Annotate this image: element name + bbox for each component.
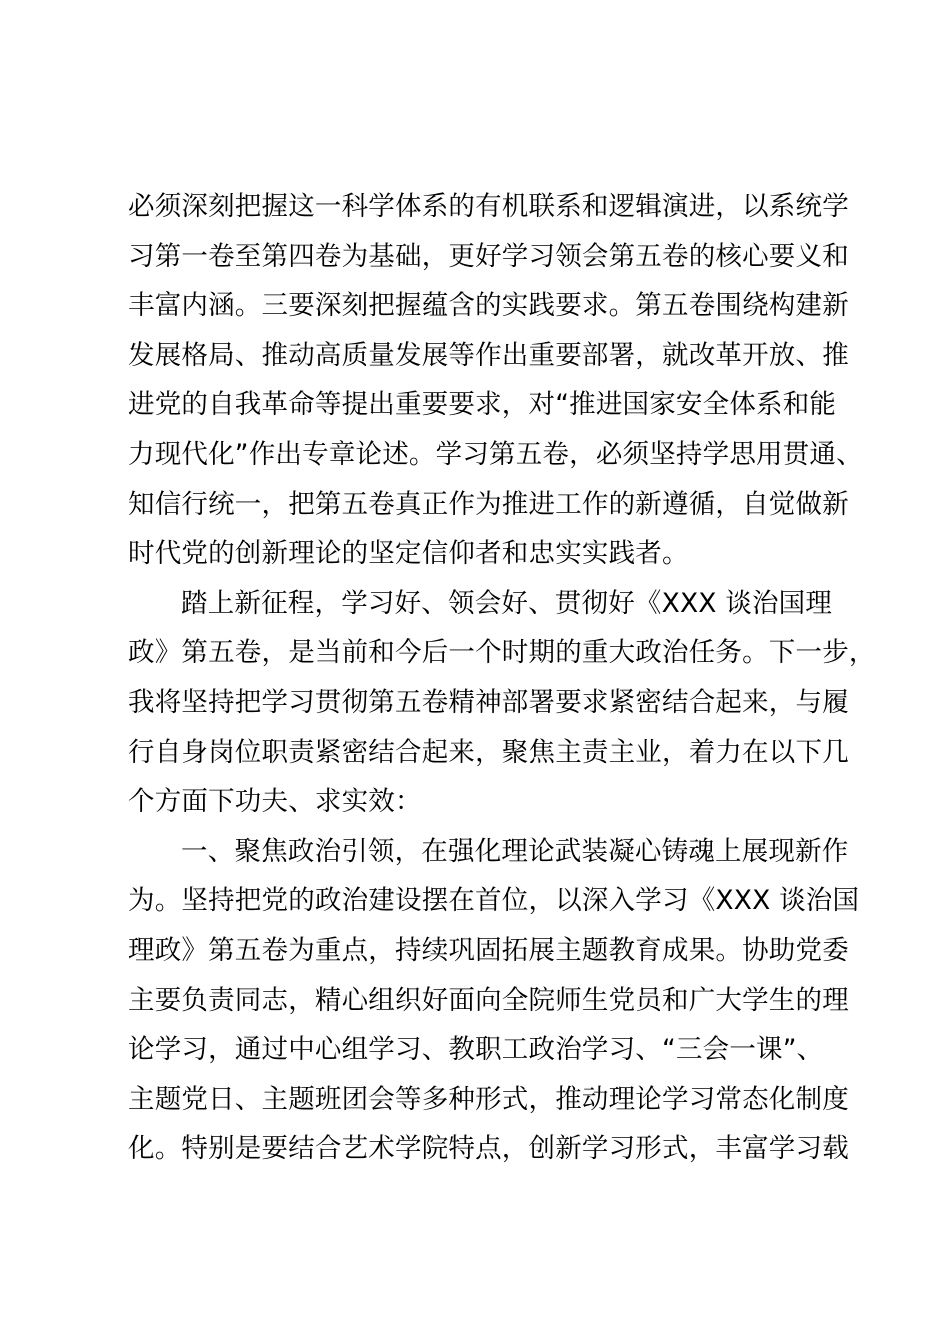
paragraph-3-line-7: 化。特别是要结合艺术学院特点，创新学习形式，丰富学习载 [128,1133,849,1165]
paragraph-1-line-2: 习第一卷至第四卷为基础，更好学习领会第五卷的核心要义和 [128,240,849,272]
paragraph-1-line-1: 必须深刻把握这一科学体系的有机联系和逻辑演进，以系统学 [128,191,849,222]
paragraph-1-line-7: 知信行统一，把第五卷真正作为推进工作的新遵循，自觉做新 [128,488,849,520]
paragraph-2-line-2: 政》第五卷，是当前和今后一个时期的重大政治任务。下一步， [128,637,876,669]
paragraph-3-line-4: 主要负责同志，精心组织好面向全院师生党员和广大学生的理 [128,984,849,1016]
paragraph-3-line-2: 为。坚持把党的政治建设摆在首位，以深入学习《XXX 谈治国 [128,885,860,917]
paragraph-2-line-4: 行自身岗位职责紧密结合起来，聚焦主责主业，着力在以下几 [128,736,849,768]
paragraph-2-line-5: 个方面下功夫、求实效： [128,786,422,818]
paragraph-3-line-6: 主题党日、主题班团会等多种形式，推动理论学习常态化制度 [128,1083,849,1115]
paragraph-1-line-3: 丰富内涵。三要深刻把握蕴含的实践要求。第五卷围绕构建新 [128,290,849,322]
document-body [128,182,876,1174]
paragraph-1-line-5: 进党的自我革命等提出重要要求，对“推进国家安全体系和能 [128,389,837,421]
paragraph-1-line-8: 时代党的创新理论的坚定信仰者和忠实实践者。 [128,538,689,570]
paragraph-1-line-4: 发展格局、推动高质量发展等作出重要部署，就改革开放、推 [128,339,849,371]
paragraph-1-line-6: 力现代化”作出专章论述。学习第五卷，必须坚持学思用贯通、 [128,438,863,470]
paragraph-2-line-1: 踏上新征程，学习好、领会好、贯彻好《XXX 谈治国理 [181,587,833,619]
paragraph-3-line-5: 论学习，通过中心组学习、教职工政治学习、“三会一课”、 [128,1034,824,1066]
paragraph-3-line-3: 理政》第五卷为重点，持续巩固拓展主题教育成果。协助党委 [128,934,849,966]
paragraph-2-line-3: 我将坚持把学习贯彻第五卷精神部署要求紧密结合起来，与履 [128,686,849,718]
paragraph-3-line-1: 一、聚焦政治引领，在强化理论武装凝心铸魂上展现新作 [181,835,849,867]
